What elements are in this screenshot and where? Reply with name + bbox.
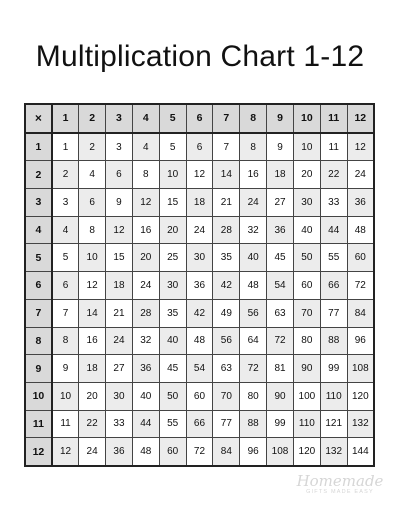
column-header: 4 bbox=[132, 104, 159, 133]
table-cell: 28 bbox=[213, 216, 240, 244]
row-header: 12 bbox=[25, 438, 52, 466]
brand-watermark bbox=[290, 474, 390, 497]
table-cell: 121 bbox=[320, 410, 347, 438]
table-row bbox=[25, 355, 374, 383]
table-cell: 8 bbox=[240, 133, 267, 161]
column-header: 12 bbox=[347, 104, 374, 133]
table-cell: 20 bbox=[293, 161, 320, 189]
table-cell: 3 bbox=[106, 133, 133, 161]
table-cell: 48 bbox=[186, 327, 213, 355]
table-cell: 88 bbox=[240, 410, 267, 438]
table-cell: 108 bbox=[347, 355, 374, 383]
table-cell: 42 bbox=[186, 299, 213, 327]
row-header: 10 bbox=[25, 382, 52, 410]
table-cell: 55 bbox=[159, 410, 186, 438]
column-header: 2 bbox=[79, 104, 106, 133]
table-cell: 10 bbox=[159, 161, 186, 189]
table-cell: 10 bbox=[52, 382, 79, 410]
table-cell: 16 bbox=[79, 327, 106, 355]
table-cell: 9 bbox=[52, 355, 79, 383]
table-cell: 32 bbox=[132, 327, 159, 355]
table-cell: 8 bbox=[79, 216, 106, 244]
table-cell: 132 bbox=[347, 410, 374, 438]
table-cell: 8 bbox=[52, 327, 79, 355]
table-cell: 3 bbox=[52, 189, 79, 217]
table-cell: 18 bbox=[186, 189, 213, 217]
table-cell: 72 bbox=[240, 355, 267, 383]
table-cell: 4 bbox=[132, 133, 159, 161]
watermark-logo-text: Homemade bbox=[296, 472, 384, 490]
row-header: 1 bbox=[25, 133, 52, 161]
table-cell: 6 bbox=[106, 161, 133, 189]
table-cell: 11 bbox=[320, 133, 347, 161]
column-header: 9 bbox=[267, 104, 294, 133]
table-cell: 40 bbox=[293, 216, 320, 244]
table-cell: 15 bbox=[159, 189, 186, 217]
table-cell: 11 bbox=[52, 410, 79, 438]
table-cell: 36 bbox=[267, 216, 294, 244]
multiplication-table bbox=[24, 103, 375, 467]
table-cell: 24 bbox=[186, 216, 213, 244]
table-cell: 132 bbox=[320, 438, 347, 466]
table-cell: 60 bbox=[159, 438, 186, 466]
table-cell: 20 bbox=[132, 244, 159, 272]
table-row bbox=[25, 410, 374, 438]
table-cell: 15 bbox=[106, 244, 133, 272]
table-cell: 99 bbox=[267, 410, 294, 438]
table-cell: 36 bbox=[186, 272, 213, 300]
table-cell: 108 bbox=[267, 438, 294, 466]
table-cell: 48 bbox=[240, 272, 267, 300]
table-cell: 49 bbox=[213, 299, 240, 327]
table-cell: 100 bbox=[293, 382, 320, 410]
table-cell: 60 bbox=[293, 272, 320, 300]
table-cell: 50 bbox=[159, 382, 186, 410]
table-cell: 25 bbox=[159, 244, 186, 272]
table-cell: 45 bbox=[267, 244, 294, 272]
table-cell: 12 bbox=[132, 189, 159, 217]
table-cell: 55 bbox=[320, 244, 347, 272]
table-row bbox=[25, 299, 374, 327]
row-header: 4 bbox=[25, 216, 52, 244]
table-row bbox=[25, 161, 374, 189]
table-cell: 63 bbox=[267, 299, 294, 327]
table-cell: 63 bbox=[213, 355, 240, 383]
table-cell: 10 bbox=[79, 244, 106, 272]
table-cell: 54 bbox=[186, 355, 213, 383]
table-cell: 12 bbox=[79, 272, 106, 300]
table-cell: 96 bbox=[347, 327, 374, 355]
table-cell: 70 bbox=[213, 382, 240, 410]
table-cell: 24 bbox=[347, 161, 374, 189]
table-row bbox=[25, 438, 374, 466]
corner-cell: × bbox=[25, 104, 52, 133]
table-cell: 1 bbox=[52, 133, 79, 161]
table-cell: 36 bbox=[347, 189, 374, 217]
table-row bbox=[25, 189, 374, 217]
table-cell: 22 bbox=[79, 410, 106, 438]
table-cell: 36 bbox=[132, 355, 159, 383]
row-header: 2 bbox=[25, 161, 52, 189]
table-cell: 5 bbox=[52, 244, 79, 272]
row-header: 11 bbox=[25, 410, 52, 438]
table-cell: 12 bbox=[52, 438, 79, 466]
table-cell: 6 bbox=[186, 133, 213, 161]
table-cell: 9 bbox=[267, 133, 294, 161]
row-header: 9 bbox=[25, 355, 52, 383]
table-cell: 72 bbox=[347, 272, 374, 300]
table-cell: 80 bbox=[293, 327, 320, 355]
table-row bbox=[25, 244, 374, 272]
row-header: 5 bbox=[25, 244, 52, 272]
table-cell: 4 bbox=[79, 161, 106, 189]
table-cell: 84 bbox=[213, 438, 240, 466]
table-cell: 48 bbox=[132, 438, 159, 466]
table-cell: 9 bbox=[106, 189, 133, 217]
table-cell: 20 bbox=[79, 382, 106, 410]
row-header: 7 bbox=[25, 299, 52, 327]
table-cell: 44 bbox=[320, 216, 347, 244]
table-cell: 24 bbox=[106, 327, 133, 355]
table-cell: 21 bbox=[213, 189, 240, 217]
column-header: 1 bbox=[52, 104, 79, 133]
table-cell: 70 bbox=[293, 299, 320, 327]
table-cell: 18 bbox=[106, 272, 133, 300]
row-header: 3 bbox=[25, 189, 52, 217]
table-cell: 33 bbox=[320, 189, 347, 217]
table-cell: 33 bbox=[106, 410, 133, 438]
table-cell: 42 bbox=[213, 272, 240, 300]
table-cell: 50 bbox=[293, 244, 320, 272]
table-cell: 2 bbox=[52, 161, 79, 189]
table-cell: 45 bbox=[159, 355, 186, 383]
table-cell: 27 bbox=[106, 355, 133, 383]
table-cell: 40 bbox=[159, 327, 186, 355]
table-cell: 66 bbox=[186, 410, 213, 438]
table-cell: 77 bbox=[320, 299, 347, 327]
table-cell: 99 bbox=[320, 355, 347, 383]
table-cell: 14 bbox=[79, 299, 106, 327]
table-cell: 21 bbox=[106, 299, 133, 327]
table-cell: 5 bbox=[159, 133, 186, 161]
table-cell: 72 bbox=[267, 327, 294, 355]
column-header: 6 bbox=[186, 104, 213, 133]
column-header: 8 bbox=[240, 104, 267, 133]
page-title: Multiplication Chart 1-12 bbox=[35, 40, 365, 73]
column-header: 10 bbox=[293, 104, 320, 133]
table-cell: 144 bbox=[347, 438, 374, 466]
table-cell: 54 bbox=[267, 272, 294, 300]
table-cell: 64 bbox=[240, 327, 267, 355]
table-cell: 88 bbox=[320, 327, 347, 355]
table-cell: 18 bbox=[79, 355, 106, 383]
table-cell: 44 bbox=[132, 410, 159, 438]
table-cell: 66 bbox=[320, 272, 347, 300]
column-header: 7 bbox=[213, 104, 240, 133]
table-cell: 84 bbox=[347, 299, 374, 327]
table-cell: 16 bbox=[240, 161, 267, 189]
table-cell: 22 bbox=[320, 161, 347, 189]
table-cell: 2 bbox=[79, 133, 106, 161]
table-cell: 40 bbox=[240, 244, 267, 272]
table-cell: 30 bbox=[159, 272, 186, 300]
table-cell: 18 bbox=[267, 161, 294, 189]
table-cell: 48 bbox=[347, 216, 374, 244]
table-cell: 16 bbox=[132, 216, 159, 244]
table-cell: 30 bbox=[293, 189, 320, 217]
table-cell: 72 bbox=[186, 438, 213, 466]
table-cell: 80 bbox=[240, 382, 267, 410]
column-header: 3 bbox=[106, 104, 133, 133]
table-cell: 30 bbox=[106, 382, 133, 410]
column-header: 11 bbox=[320, 104, 347, 133]
table-cell: 24 bbox=[79, 438, 106, 466]
table-cell: 24 bbox=[132, 272, 159, 300]
table-cell: 24 bbox=[240, 189, 267, 217]
watermark-tagline: GIFTS MADE EASY bbox=[306, 489, 374, 495]
table-cell: 36 bbox=[106, 438, 133, 466]
table-cell: 96 bbox=[240, 438, 267, 466]
table-cell: 10 bbox=[293, 133, 320, 161]
table-cell: 90 bbox=[293, 355, 320, 383]
table-cell: 40 bbox=[132, 382, 159, 410]
table-cell: 7 bbox=[52, 299, 79, 327]
table-row bbox=[25, 272, 374, 300]
table-cell: 8 bbox=[132, 161, 159, 189]
row-header: 6 bbox=[25, 272, 52, 300]
column-header: 5 bbox=[159, 104, 186, 133]
table-cell: 14 bbox=[213, 161, 240, 189]
table-cell: 35 bbox=[159, 299, 186, 327]
table-cell: 7 bbox=[213, 133, 240, 161]
table-cell: 12 bbox=[106, 216, 133, 244]
table-cell: 6 bbox=[52, 272, 79, 300]
table-cell: 60 bbox=[347, 244, 374, 272]
table-cell: 77 bbox=[213, 410, 240, 438]
table-cell: 27 bbox=[267, 189, 294, 217]
table-row bbox=[25, 216, 374, 244]
table-row bbox=[25, 327, 374, 355]
table-cell: 12 bbox=[347, 133, 374, 161]
table-cell: 110 bbox=[293, 410, 320, 438]
table-row bbox=[25, 382, 374, 410]
table-cell: 28 bbox=[132, 299, 159, 327]
table-cell: 35 bbox=[213, 244, 240, 272]
table-cell: 20 bbox=[159, 216, 186, 244]
row-header: 8 bbox=[25, 327, 52, 355]
table-cell: 32 bbox=[240, 216, 267, 244]
header-row bbox=[25, 104, 374, 133]
table-cell: 90 bbox=[267, 382, 294, 410]
table-row bbox=[25, 133, 374, 161]
table-cell: 120 bbox=[293, 438, 320, 466]
table-cell: 120 bbox=[347, 382, 374, 410]
table-cell: 56 bbox=[240, 299, 267, 327]
table-cell: 4 bbox=[52, 216, 79, 244]
table-cell: 12 bbox=[186, 161, 213, 189]
table-cell: 81 bbox=[267, 355, 294, 383]
table-cell: 6 bbox=[79, 189, 106, 217]
table-cell: 56 bbox=[213, 327, 240, 355]
table-cell: 30 bbox=[186, 244, 213, 272]
table-cell: 60 bbox=[186, 382, 213, 410]
table-cell: 110 bbox=[320, 382, 347, 410]
